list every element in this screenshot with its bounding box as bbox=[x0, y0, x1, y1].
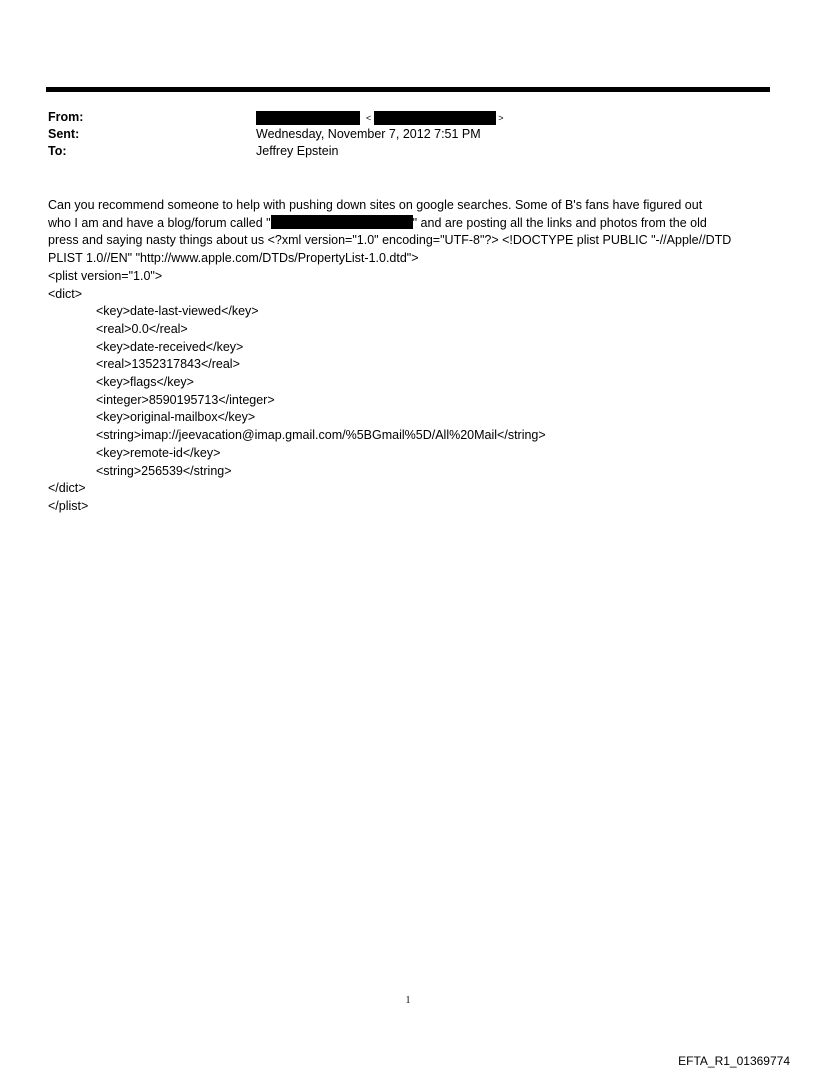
message-line: Can you recommend someone to help with pushing down sites on google searches. Some of B's fans have figured out bbox=[48, 198, 703, 212]
from-label: From: bbox=[48, 110, 84, 124]
message-line bbox=[48, 215, 770, 233]
plist-line: <plist version="1.0"> bbox=[48, 268, 163, 283]
plist-line: <key>flags</key> bbox=[96, 375, 194, 390]
from-value bbox=[256, 109, 504, 126]
plist-line: </dict> bbox=[48, 481, 86, 496]
from-open-bracket: < bbox=[366, 112, 372, 123]
document-id: EFTA_R1_01369774 bbox=[678, 1054, 790, 1068]
plist-line: </plist> bbox=[48, 498, 89, 513]
from-row bbox=[48, 109, 768, 126]
to-row bbox=[48, 143, 768, 160]
sent-value: Wednesday, November 7, 2012 7:51 PM bbox=[256, 127, 481, 141]
message-line-part: who I am and have a blog/forum called " bbox=[48, 215, 271, 230]
message-line-part: " and are posting all the links and photos from the old bbox=[412, 215, 707, 230]
plist-line: <real>1352317843</real> bbox=[96, 357, 240, 372]
redacted-sender-name bbox=[256, 111, 360, 125]
to-value: Jeffrey Epstein bbox=[256, 144, 339, 158]
redacted-sender-email bbox=[374, 111, 496, 125]
plist-line: <key>original-mailbox</key> bbox=[96, 410, 256, 425]
sent-row bbox=[48, 126, 768, 143]
plist-line: <real>0.0</real> bbox=[96, 321, 188, 336]
message-line: press and saying nasty things about us <?xml version="1.0" encoding="UTF-8"?> <!DOCTYPE plist PUBLIC "-//Apple//DTD bbox=[48, 233, 732, 248]
email-header bbox=[48, 109, 768, 160]
sent-label: Sent: bbox=[48, 127, 80, 141]
message-body bbox=[48, 197, 770, 516]
plist-line: <key>date-last-viewed</key> bbox=[96, 304, 259, 319]
plist-line: <key>remote-id</key> bbox=[96, 445, 221, 460]
plist-line: <string>256539</string> bbox=[96, 463, 232, 478]
from-close-bracket: > bbox=[498, 112, 504, 123]
plist-line: <dict> bbox=[48, 286, 83, 301]
message-line: PLIST 1.0//EN" "http://www.apple.com/DTDs/PropertyList-1.0.dtd"> bbox=[48, 251, 419, 266]
page-number: 1 bbox=[405, 995, 411, 1006]
plist-line: <key>date-received</key> bbox=[96, 339, 244, 354]
to-label: To: bbox=[48, 144, 67, 158]
plist-line: <integer>8590195713</integer> bbox=[96, 392, 275, 407]
header-rule bbox=[46, 87, 770, 92]
redacted-forum-name bbox=[271, 215, 413, 229]
plist-line: <string>imap://jeevacation@imap.gmail.com/%5BGmail%5D/All%20Mail</string> bbox=[96, 428, 546, 443]
